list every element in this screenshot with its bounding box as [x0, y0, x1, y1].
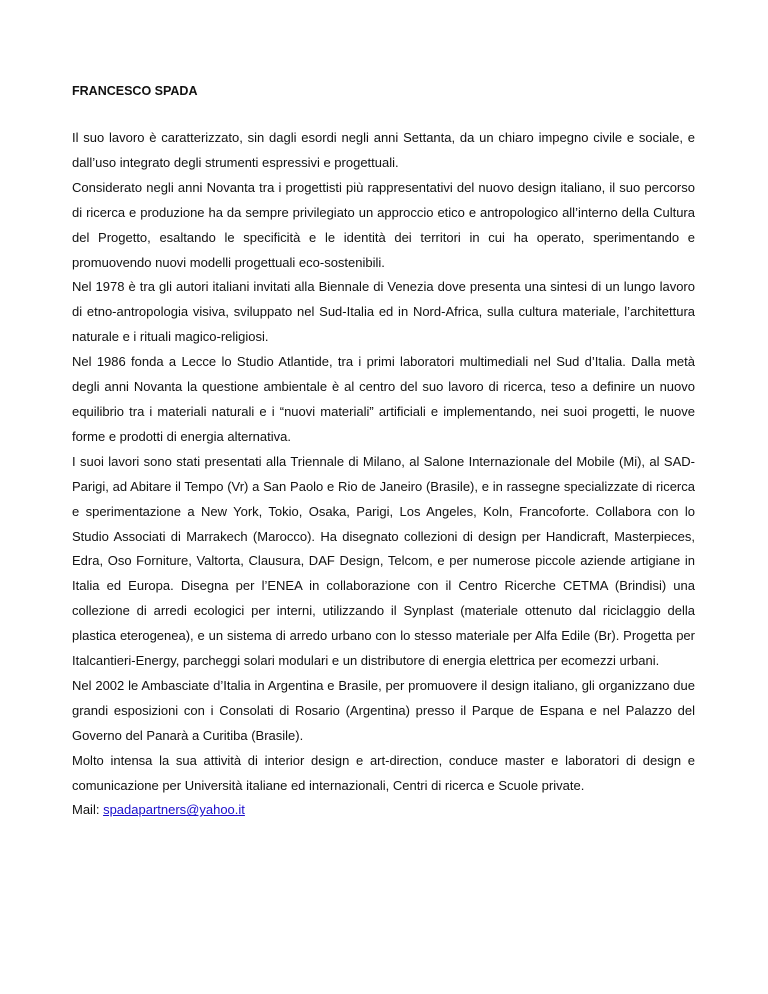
paragraph-1986: Nel 1986 fonda a Lecce lo Studio Atlantide, tra i primi laboratori multimediali nel Sud d’Italia. Dalla metà degli anni Novanta la questione ambientale è al centro del suo lavoro di ricerca, teso a definire un nuovo equilibrio tra i materiali naturali e i “nuovi materiali” artificiali e implementando, nei suoi progetti, le nuove forme e prodotti di energia alternativa.	[72, 354, 695, 444]
paragraph-nineties: Considerato negli anni Novanta tra i progettisti più rappresentativi del nuovo design italiano, il suo percorso di ricerca e produzione ha da sempre privilegiato un approccio etico e antropologico all’interno della Cultura del Progetto, esaltando le specificità e le identità dei territori in cui ha operato, sperimentando e promuovendo nuovi modelli progettuali eco-sostenibili.	[72, 179, 695, 270]
paragraph-activity: Molto intensa la sua attività di interior design e art-direction, conduce master e laboratori di design e comunicazione per Università italiane ed internazionali, Centri di ricerca e Scuole private.	[72, 752, 695, 793]
document-page	[72, 82, 695, 823]
paragraph-intro: Il suo lavoro è caratterizzato, sin dagli esordi negli anni Settanta, da un chiaro impegno civile e sociale, e dall’uso integrato degli strumenti espressivi e progettuali.	[72, 130, 695, 170]
mail-link[interactable]: spadapartners@yahoo.it	[103, 802, 245, 818]
paragraph-1978: Nel 1978 è tra gli autori italiani invitati alla Biennale di Venezia dove presenta una sintesi di un lungo lavoro di etno-antropologia visiva, sviluppato nel Sud-Italia ed in Nord-Africa, sulla cultura materiale, l’architettura naturale e i rituali magico-religiosi.	[72, 279, 695, 345]
mail-label: Mail:	[72, 802, 104, 818]
paragraph-2002: Nel 2002 le Ambasciate d’Italia in Argentina e Brasile, per promuovere il design italiano, gli organizzano due grandi esposizioni con i Consolati di Rosario (Argentina) presso il Parque de Espana e nel Palazzo del Governo del Panarà a Curitiba (Brasile).	[72, 677, 695, 743]
paragraph-exhibitions: I suoi lavori sono stati presentati alla Triennale di Milano, al Salone Internazionale del Mobile (Mi), al SAD-Parigi, ad Abitare il Tempo (Vr) a San Paolo e Rio de Janeiro (Brasile), e in rassegne specializzate di ricerca e sperimentazione a New York, Tokio, Osaka, Parigi, Los Angeles, Koln, Francoforte. Collabora con lo Studio Associati di Marrakech (Marocco). Ha disegnato collezioni di design per Handicraft, Masterpieces, Edra, Oso Forniture, Valtorta, Clausura, DAF Design, Telcom, e per numerose piccole aziende artigiane in Italia ed Europa. Disegna per l’ENEA in collaborazione con il Centro Ricerche CETMA (Brindisi) una collezione di arredi ecologici per interni, utilizzando il Synplast (materiale ottenuto dal riciclaggio della plastica eterogenea), e un sistema di arredo urbano con lo stesso materiale per Alfa Edile (Br). Progetta per Italcantieri-Energy, parcheggi solari modulari e un distributore di energia elettrica per ecomezzi urbani.	[72, 453, 695, 669]
document-title: FRANCESCO SPADA	[72, 84, 198, 98]
mail-line	[72, 798, 695, 823]
